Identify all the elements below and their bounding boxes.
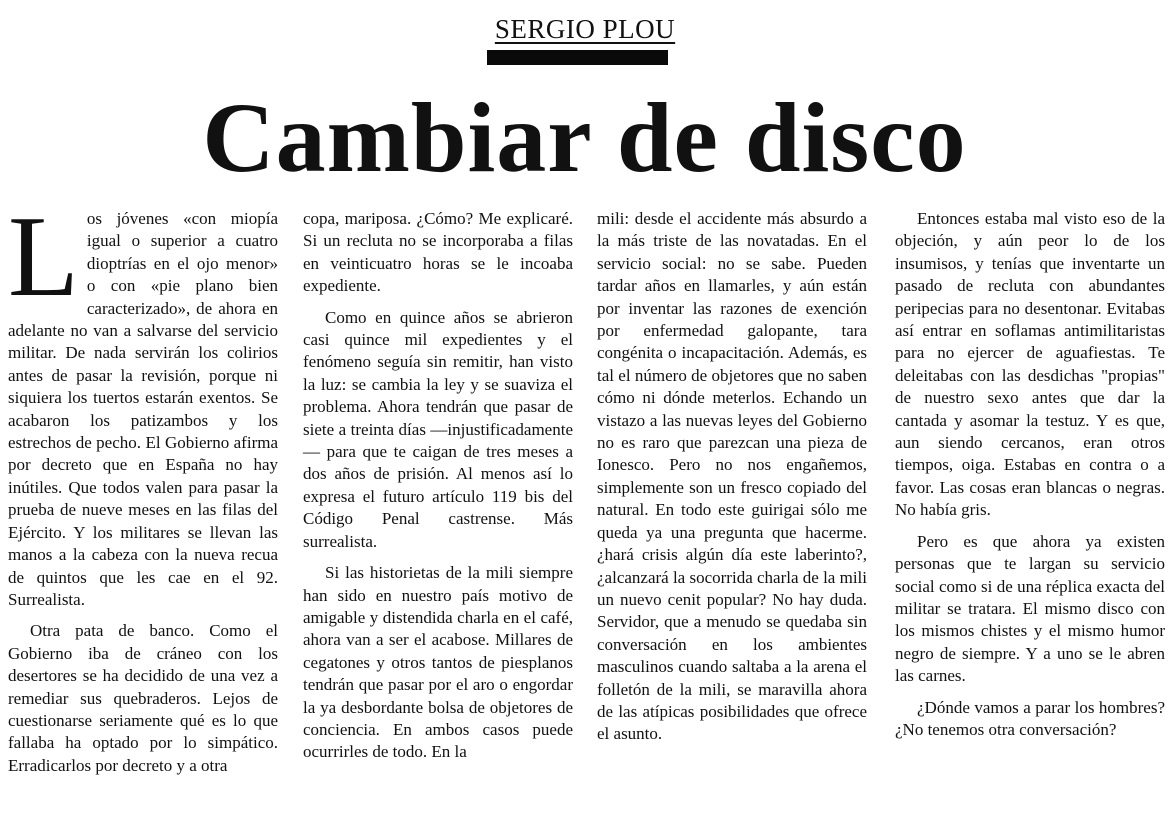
paragraph: mili: desde el accidente más absurdo a la más triste de las novatadas. En el servicio social: no se sabe. Pueden tardar años en llamarles, y aún están por inventar las razones de exención por enfermedad galopante, tara congénita o incapacitación. Además, es tal el número de objetores que no saben cómo ni dónde meterlos. Echando un vistazo a las nuevas leyes del Gobierno no es raro que parezcan una pieza de Ionesco. Pero no nos engañemos, simplemente son un fresco copiado del natural. En todo este guirigai sólo me queda ya una pregunta que hacerme. ¿hará crisis algún día este laberinto?, ¿alcanzará la socorrida charla de la mili un nuevo cenit popular? No hay duda. Servidor, que a menudo se quedaba sin conversación en los ambientes masculinos cuando saltaba a la arena el folletón de la mili, se maravilla ahora de las atípicas posibilidades que ofrece el asunto. <box>597 209 867 744</box>
paragraph: Entonces estaba mal visto eso de la objeción, y aún peor lo de los insumisos, y tenías que inventarte un pasado de recluta con abundantes peripecias para no desentonar. Evitabas así entrar en soflamas antimilitaristas para no ejercer de aguafiestas. Te deleitabas con las desdichas "propias" de nuestro sexo antes que dar la cantada y asomar la testuz. Y es que, aun siendo cercanos, eran otros tiempos, oiga. Estabas en contra o a favor. Las cosas eran blancas o negras. No había gris. <box>895 209 1165 520</box>
paragraph: ¿Dónde vamos a parar los hombres? ¿No tenemos otra conversación? <box>895 697 1165 739</box>
article-column-2 <box>303 208 573 773</box>
paragraph-text: os jóvenes «con miopía igual o superior a cuatro dioptrías en el ojo menor» o con «pie plano bien caracterizado», de ahora en adelante no van a salvarse del servicio militar. De nada servirán los colirios antes de pasar la revisión, porque ni siquiera los tuertos estarán exentos. Se acabaron los patizambos y los estrechos de pecho. El Gobierno afirma por decreto que en España no hay inútiles. Que todos valen para pasar la prueba de nueve meses en las filas del Ejército. Y los militares se llevan las manos a la cabeza con la nueva recua de quintos que les cae en el 92. Surrealista. <box>8 209 278 609</box>
article-column-3 <box>597 208 867 755</box>
author-byline: SERGIO PLOU <box>494 14 676 44</box>
paragraph: Pero es que ahora ya existen personas que te largan su servicio social como si de una réplica exacta del militar se tratara. El mismo disco con los mismos chistes y el mismo humor negro de siempre. Y a uno se le abren las carnes. <box>895 531 1165 686</box>
paragraph <box>8 193 278 611</box>
drop-cap: L <box>8 193 79 321</box>
article-column-4 <box>895 208 1165 750</box>
headline: Cambiar de disco <box>202 82 967 193</box>
paragraph: Si las historietas de la mili siempre han sido en nuestro país motivo de amigable y distendida charla en el café, ahora van a ser el acabose. Millares de cegatones y otros tantos de piesplanos tendrán que pasar por el aro o engordar la ya desbordante bolsa de objetores de conciencia. En ambos casos puede ocurrirles de todo. En la <box>303 563 573 762</box>
paragraph: Otra pata de banco. Como el Gobierno iba de cráneo con los desertores se ha decidido de una vez a remediar sus quebraderos. Lejos de cuestionarse seriamente qué es lo que fallaba ha optado por lo simpático. Erradicarlos por decreto y a otra <box>8 621 278 775</box>
paragraph: copa, mariposa. ¿Cómo? Me explicaré. Si un recluta no se incorporaba a filas en veinticuatro horas se le incoaba expediente. <box>303 209 573 296</box>
article-column-1 <box>8 193 278 786</box>
author-underbar <box>487 50 668 65</box>
paragraph: Como en quince años se abrieron casi quince mil expedientes y el fenómeno seguía sin remitir, han visto la luz: se cambia la ley y se suaviza el problema. Ahora tendrán que pasar de siete a treinta días —injustificadamente— para que te caigan de tres meses a dos años de prisión. Al menos así lo expresa el futuro artículo 119 bis del Código Penal castrense. Más surrealista. <box>303 307 573 551</box>
